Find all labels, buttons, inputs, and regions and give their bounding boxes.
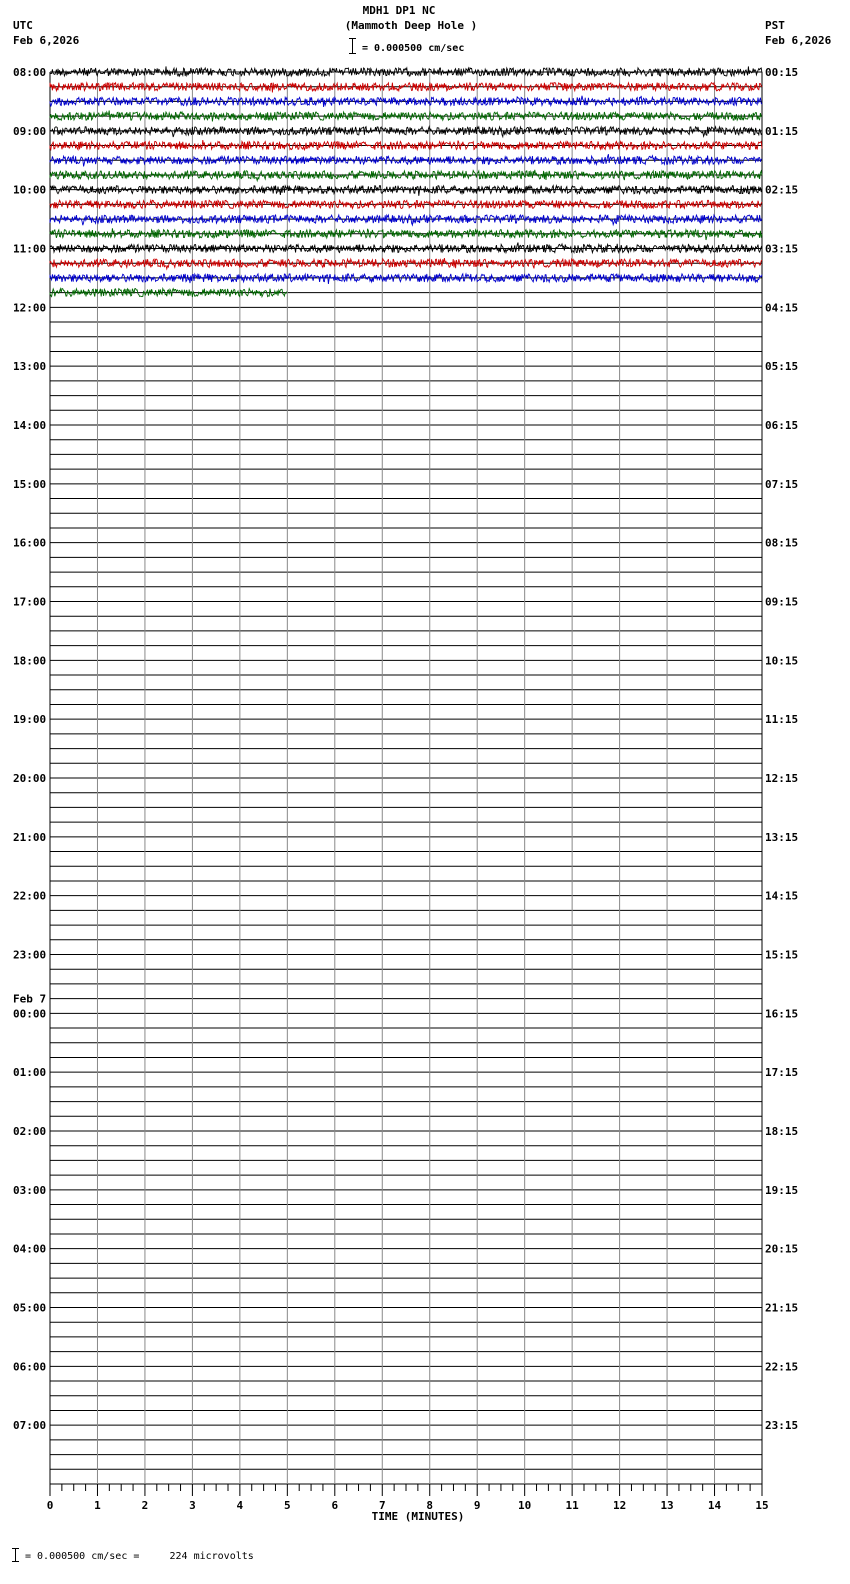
utc-hour-label: 11:00: [13, 242, 47, 256]
scale-text: = 0.000500 cm/sec: [362, 43, 465, 54]
pst-hour-label: 18:15: [765, 1125, 799, 1138]
utc-hour-label: 18:00: [13, 654, 47, 668]
utc-hour-label: 21:00: [13, 830, 47, 844]
utc-hour-label: 10:00: [13, 183, 47, 197]
utc-hour-label: 04:00: [13, 1242, 47, 1256]
x-tick-label: 10: [518, 1499, 532, 1512]
pst-hour-label: 02:15: [765, 183, 799, 197]
seismic-trace: [50, 274, 762, 284]
utc-hour-label: 20:00: [13, 772, 47, 785]
seismic-trace: [50, 154, 762, 166]
station-location: (Mammoth Deep Hole ): [344, 19, 478, 32]
utc-hour-label: 23:00: [13, 948, 47, 962]
date-change-label: Feb 7: [13, 992, 47, 1006]
x-tick-label: 2: [141, 1499, 149, 1512]
utc-hour-label: 14:00: [13, 419, 47, 432]
pst-hour-label: 11:15: [765, 713, 799, 727]
pst-hour-label: 08:15: [765, 536, 799, 550]
x-tick-label: 8: [426, 1499, 434, 1512]
seismic-trace: [50, 186, 762, 196]
pst-hour-label: 00:15: [765, 66, 799, 79]
pst-hour-label: 06:15: [765, 419, 799, 432]
utc-hour-label: 01:00: [13, 1066, 47, 1080]
seismic-trace: [50, 83, 762, 93]
utc-hour-label: 19:00: [13, 713, 47, 727]
utc-hour-label: 22:00: [13, 889, 47, 903]
x-tick-label: 15: [755, 1499, 769, 1512]
utc-hour-label: 00:00: [13, 1007, 47, 1021]
utc-hour-label: 09:00: [13, 124, 47, 138]
pst-hour-label: 22:15: [765, 1360, 799, 1374]
x-tick-label: 12: [612, 1499, 627, 1512]
seismic-trace: [50, 215, 762, 225]
pst-hour-label: 14:15: [765, 889, 799, 903]
seismic-trace: [50, 127, 762, 137]
pst-hour-label: 19:15: [765, 1183, 799, 1197]
footer-scale-bar-icon: [15, 1548, 16, 1562]
utc-hour-label: 06:00: [13, 1360, 47, 1374]
x-tick-label: 7: [378, 1499, 386, 1512]
utc-hour-label: 16:00: [13, 536, 47, 550]
pst-hour-label: 21:15: [765, 1301, 799, 1315]
x-tick-label: 0: [46, 1499, 54, 1512]
utc-hour-label: 15:00: [13, 477, 47, 491]
utc-hour-label: 03:00: [13, 1183, 47, 1197]
right-date: Feb 6,2026: [765, 34, 832, 47]
x-tick-label: 13: [660, 1499, 674, 1512]
pst-hour-label: 04:15: [765, 301, 799, 315]
x-tick-label: 1: [94, 1499, 101, 1512]
left-timezone: UTC: [13, 19, 33, 32]
pst-hour-label: 13:15: [765, 830, 799, 844]
utc-hour-label: 13:00: [13, 360, 47, 374]
x-tick-label: 9: [473, 1499, 481, 1512]
seismic-trace: [50, 170, 762, 181]
pst-hour-label: 09:15: [765, 595, 799, 609]
utc-hour-label: 08:00: [13, 66, 47, 79]
x-tick-label: 14: [707, 1499, 722, 1512]
footer-scale-note: = 0.000500 cm/sec = 224 microvolts: [25, 1551, 254, 1562]
pst-hour-label: 10:15: [765, 654, 799, 668]
seismic-trace: [50, 140, 762, 150]
right-timezone: PST: [765, 19, 785, 32]
pst-hour-label: 07:15: [765, 477, 799, 491]
pst-hour-label: 23:15: [765, 1419, 799, 1433]
pst-hour-label: 15:15: [765, 948, 799, 962]
utc-hour-label: 17:00: [13, 595, 47, 609]
footer-scale-bar-icon-bottom: [12, 1561, 19, 1562]
x-tick-label: 4: [236, 1499, 244, 1512]
utc-hour-label: 02:00: [13, 1125, 47, 1138]
station-title: MDH1 DP1 NC: [362, 4, 436, 17]
utc-hour-label: 12:00: [13, 301, 47, 315]
x-tick-label: 6: [331, 1499, 339, 1512]
pst-hour-label: 16:15: [765, 1007, 799, 1021]
x-tick-label: 5: [284, 1499, 291, 1512]
pst-hour-label: 12:15: [765, 772, 799, 785]
footer-scale-bar-icon-top: [12, 1548, 19, 1549]
left-date: Feb 6,2026: [13, 34, 80, 47]
utc-hour-label: 05:00: [13, 1301, 47, 1315]
x-tick-label: 3: [189, 1499, 196, 1512]
utc-hour-label: 07:00: [13, 1419, 47, 1433]
pst-hour-label: 05:15: [765, 360, 799, 374]
pst-hour-label: 17:15: [765, 1066, 799, 1080]
x-tick-label: 11: [565, 1499, 579, 1512]
seismic-trace: [50, 243, 762, 253]
pst-hour-label: 20:15: [765, 1242, 799, 1256]
x-axis-label: TIME (MINUTES): [371, 1510, 465, 1523]
pst-hour-label: 01:15: [765, 124, 799, 138]
pst-hour-label: 03:15: [765, 242, 799, 256]
seismic-trace: [50, 111, 762, 122]
